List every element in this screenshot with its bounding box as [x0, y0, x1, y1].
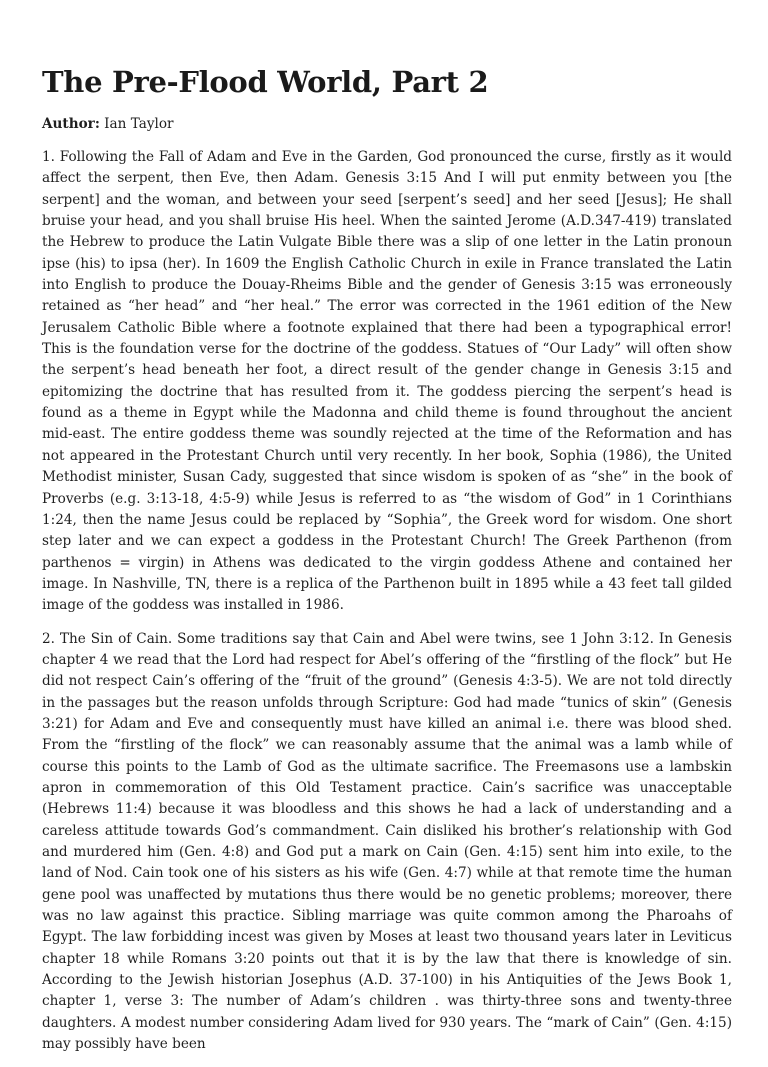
author-name: Ian Taylor: [104, 116, 174, 132]
paragraph-1: 1. Following the Fall of Adam and Eve in the Garden, God pronounced the curse, firstly as it would affect the serpent, then Eve, then Adam. Genesis 3:15 And I will put enmity between you [the serpent] and the woman, and between your seed [serpent’s seed] and her seed [Jesus]; He shall bruise your head, and you shall bruise His heel. When the sainted Jerome (A.D.347-419) translated the Hebrew to produce the Latin Vulgate Bible there was a slip of one letter in the Latin pronoun ipse (his) to ipsa (her). In 1609 the English Catholic Church in exile in France translated the Latin into English to produce the Douay-Rheims Bible and the gender of Genesis 3:15 was erroneously retained as “her head” and “her heal.” The error was corrected in the 1961 edition of the New Jerusalem Catholic Bible where a footnote explained that there had been a typographical error! This is the foundation verse for the doctrine of the goddess. Statues of “Our Lady” will often show the serpent’s head beneath her foot, a direct result of the gender change in Genesis 3:15 and epitomizing the doctrine that has resulted from it. The goddess piercing the serpent’s head is found as a theme in Egypt while the Madonna and child theme is found throughout the ancient mid-east. The entire goddess theme was soundly rejected at the time of the Reformation and has not appeared in the Protestant Church until very recently. In her book, Sophia (1986), the United Methodist minister, Susan Cady, suggested that since wisdom is spoken of as “she” in the book of Proverbs (e.g. 3:13-18, 4:5-9) while Jesus is referred to as “the wisdom of God” in 1 Corinthians 1:24, then the name Jesus could be replaced by “Sophia”, the Greek word for wisdom. One short step later and we can expect a goddess in the Protestant Church! The Greek Parthenon (from parthenos = virgin) in Athens was dedicated to the virgin goddess Athene and contained her image. In Nashville, TN, there is a replica of the Parthenon built in 1895 while a 43 feet tall gilded image of the goddess was installed in 1986.: [42, 149, 732, 614]
author-label: Author:: [42, 116, 100, 132]
article-author: [42, 115, 732, 133]
article-title: The Pre-Flood World, Part 2: [42, 65, 489, 99]
article: [42, 62, 732, 1067]
paragraph-2: 2. The Sin of Cain. Some traditions say that Cain and Abel were twins, see 1 John 3:12. In Genesis chapter 4 we read that the Lord had respect for Abel’s offering of the “firstling of the flock” but He did not respect Cain’s offering of the “fruit of the ground” (Genesis 4:3-5). We are not told directly in the passages but the reason unfolds through Scripture: God had made “tunics of skin” (Genesis 3:21) for Adam and Eve and consequently must have killed an animal i.e. there was blood shed. From the “firstling of the flock” we can reasonably assume that the animal was a lamb while of course this points to the Lamb of God as the ultimate sacrifice. The Freemasons use a lambskin apron in commemoration of this Old Testament practice. Cain’s sacrifice was unacceptable (Hebrews 11:4) because it was bloodless and this shows he had a lack of understanding and a careless attitude towards God’s commandment. Cain disliked his brother’s relationship with God and murdered him (Gen. 4:8) and God put a mark on Cain (Gen. 4:15) sent him into exile, to the land of Nod. Cain took one of his sisters as his wife (Gen. 4:7) while at that remote time the human gene pool was unaffected by mutations thus there would be no genetic problems; moreover, there was no law against this practice. Sibling marriage was quite common among the Pharoahs of Egypt. The law forbidding incest was given by Moses at least two thousand years later in Leviticus chapter 18 while Romans 3:20 points out that it is by the law that there is knowledge of sin. According to the Jewish historian Josephus (A.D. 37-100) in his Antiquities of the Jews Book 1, chapter 1, verse 3: The number of Adam’s children . was thirty-three sons and twenty-three daughters. A modest number considering Adam lived for 930 years. The “mark of Cain” (Gen. 4:15) may possibly have been: [42, 630, 732, 1053]
